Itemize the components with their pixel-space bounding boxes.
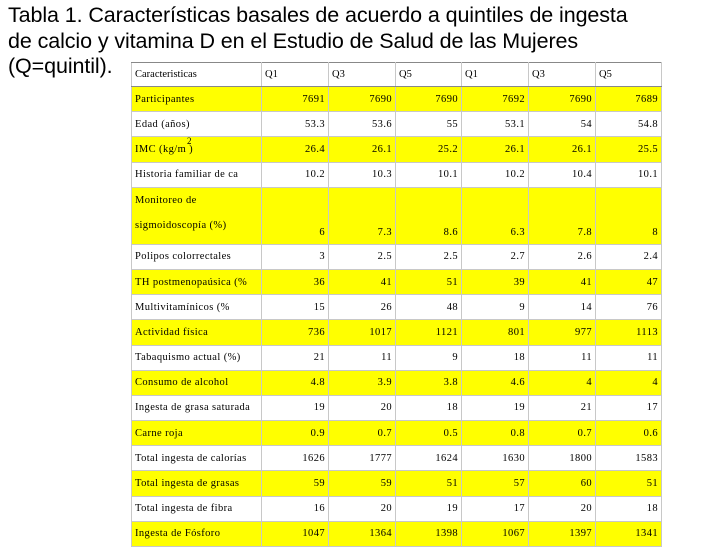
column-header: Q1 <box>262 63 329 87</box>
table-header-row <box>132 63 662 87</box>
row-label: Multivitamínicos (% <box>132 295 262 320</box>
row-label: Historia familiar de ca <box>132 162 262 187</box>
row-label: TH postmenopaúsica (% <box>132 269 262 294</box>
table-cell: 4 <box>596 370 662 395</box>
row-label: Ingesta de grasa saturada <box>132 395 262 420</box>
table-cell: 39 <box>462 269 529 294</box>
title-line-2: de calcio y vitamina D en el Estudio de Salud de las Mujeres <box>8 28 579 53</box>
table-row <box>132 162 662 187</box>
table-cell: 1113 <box>596 320 662 345</box>
table-cell: 1067 <box>462 521 529 546</box>
row-label: Total ingesta de fibra <box>132 496 262 521</box>
table-cell: 0.8 <box>462 421 529 446</box>
table-cell: 59 <box>262 471 329 496</box>
table-cell: 1624 <box>396 446 462 471</box>
column-header: Q5 <box>596 63 662 87</box>
title-line-3: (Q=quintil). <box>8 54 113 78</box>
table-cell: 51 <box>396 269 462 294</box>
table-row <box>132 295 662 320</box>
column-header: Q3 <box>529 63 596 87</box>
table-cell: 16 <box>262 496 329 521</box>
table-cell: 21 <box>262 345 329 370</box>
table-cell: 3.8 <box>396 370 462 395</box>
table-cell: 1800 <box>529 446 596 471</box>
row-label: Participantes <box>132 87 262 112</box>
table-cell: 3.9 <box>329 370 396 395</box>
table-cell: 10.3 <box>329 162 396 187</box>
table-cell: 17 <box>462 496 529 521</box>
table-cell: 54.8 <box>596 112 662 137</box>
table-cell: 1341 <box>596 521 662 546</box>
table-cell: 57 <box>462 471 529 496</box>
table-cell: 18 <box>462 345 529 370</box>
table-cell: 10.4 <box>529 162 596 187</box>
table-cell: 8 <box>596 187 662 244</box>
table-cell: 2.4 <box>596 244 662 269</box>
table-cell: 0.5 <box>396 421 462 446</box>
table-cell: 26.4 <box>262 137 329 162</box>
table-cell: 801 <box>462 320 529 345</box>
table-cell: 19 <box>262 395 329 420</box>
baseline-characteristics-table <box>131 62 662 547</box>
table-cell: 19 <box>462 395 529 420</box>
table-row <box>132 521 662 546</box>
row-label <box>132 187 262 244</box>
table-row <box>132 496 662 521</box>
table-cell: 3 <box>262 244 329 269</box>
table-cell: 59 <box>329 471 396 496</box>
column-header: Caracteristicas <box>132 63 262 87</box>
table-cell: 1121 <box>396 320 462 345</box>
table-cell: 18 <box>396 395 462 420</box>
table-cell: 10.1 <box>596 162 662 187</box>
row-label: Total ingesta de calorías <box>132 446 262 471</box>
row-label: Carne roja <box>132 421 262 446</box>
table-cell: 1398 <box>396 521 462 546</box>
table-cell: 36 <box>262 269 329 294</box>
table-cell: 1397 <box>529 521 596 546</box>
table-cell: 4 <box>529 370 596 395</box>
row-label-main: IMC (kg/m ) <box>135 143 194 155</box>
superscript: 2 <box>187 136 192 146</box>
row-label <box>132 137 262 162</box>
table-cell: 2.7 <box>462 244 529 269</box>
row-label: Actividad física <box>132 320 262 345</box>
table-row <box>132 187 662 244</box>
table-row <box>132 345 662 370</box>
row-label: Total ingesta de grasas <box>132 471 262 496</box>
table-cell: 4.8 <box>262 370 329 395</box>
table-cell: 47 <box>596 269 662 294</box>
table-cell: 6 <box>262 187 329 244</box>
row-label-line: Monitoreo de <box>135 194 197 206</box>
column-header: Q1 <box>462 63 529 87</box>
table-cell: 0.7 <box>529 421 596 446</box>
table-cell: 4.6 <box>462 370 529 395</box>
table-row <box>132 112 662 137</box>
table-cell: 7691 <box>262 87 329 112</box>
table-cell: 977 <box>529 320 596 345</box>
title-line-1: Tabla 1. Características basales de acuerdo a quintiles de ingesta <box>8 3 628 27</box>
table-cell: 76 <box>596 295 662 320</box>
row-label: Polipos colorrectales <box>132 244 262 269</box>
table-cell: 21 <box>529 395 596 420</box>
table-cell: 10.2 <box>462 162 529 187</box>
table-cell: 9 <box>396 345 462 370</box>
table-cell: 7.3 <box>329 187 396 244</box>
table-cell: 53.6 <box>329 112 396 137</box>
table-cell: 26 <box>329 295 396 320</box>
table-cell: 20 <box>329 395 396 420</box>
row-label: Ingesta de Fósforo <box>132 521 262 546</box>
table-cell: 17 <box>596 395 662 420</box>
row-label-text <box>135 136 194 155</box>
table-cell: 2.5 <box>396 244 462 269</box>
table-cell: 2.5 <box>329 244 396 269</box>
table-row <box>132 320 662 345</box>
table-cell: 18 <box>596 496 662 521</box>
table-cell: 55 <box>396 112 462 137</box>
table-cell: 8.6 <box>396 187 462 244</box>
table-cell: 14 <box>529 295 596 320</box>
table-cell: 7689 <box>596 87 662 112</box>
table-cell: 53.1 <box>462 112 529 137</box>
row-label: Edad (años) <box>132 112 262 137</box>
table-cell: 48 <box>396 295 462 320</box>
table-row <box>132 370 662 395</box>
column-header: Q3 <box>329 63 396 87</box>
table-cell: 1630 <box>462 446 529 471</box>
table-cell: 1583 <box>596 446 662 471</box>
table-row <box>132 137 662 162</box>
table-cell: 2.6 <box>529 244 596 269</box>
table-cell: 7690 <box>329 87 396 112</box>
table-cell: 9 <box>462 295 529 320</box>
table-cell: 11 <box>329 345 396 370</box>
table-cell: 10.2 <box>262 162 329 187</box>
table-row <box>132 269 662 294</box>
table-body <box>132 87 662 547</box>
table-row <box>132 87 662 112</box>
table-cell: 25.5 <box>596 137 662 162</box>
table-cell: 10.1 <box>396 162 462 187</box>
table-row <box>132 421 662 446</box>
table-cell: 0.6 <box>596 421 662 446</box>
table-cell: 1626 <box>262 446 329 471</box>
table-cell: 11 <box>529 345 596 370</box>
table-row <box>132 446 662 471</box>
table-cell: 60 <box>529 471 596 496</box>
table-cell: 6.3 <box>462 187 529 244</box>
table-row <box>132 244 662 269</box>
table-cell: 0.9 <box>262 421 329 446</box>
table-cell: 41 <box>529 269 596 294</box>
table-cell: 20 <box>329 496 396 521</box>
table-cell: 7.8 <box>529 187 596 244</box>
row-label-line: sigmoidoscopía (%) <box>135 219 227 231</box>
column-header: Q5 <box>396 63 462 87</box>
table-row <box>132 471 662 496</box>
table-cell: 20 <box>529 496 596 521</box>
table-cell: 1017 <box>329 320 396 345</box>
table-cell: 51 <box>396 471 462 496</box>
table-cell: 736 <box>262 320 329 345</box>
table-cell: 41 <box>329 269 396 294</box>
table-cell: 7690 <box>396 87 462 112</box>
row-label: Consumo de alcohol <box>132 370 262 395</box>
table-cell: 25.2 <box>396 137 462 162</box>
table-cell: 26.1 <box>529 137 596 162</box>
table-cell: 1364 <box>329 521 396 546</box>
table-cell: 7692 <box>462 87 529 112</box>
table-cell: 53.3 <box>262 112 329 137</box>
table-cell: 0.7 <box>329 421 396 446</box>
table-cell: 1777 <box>329 446 396 471</box>
table-cell: 51 <box>596 471 662 496</box>
table-cell: 15 <box>262 295 329 320</box>
table-cell: 26.1 <box>462 137 529 162</box>
table-cell: 1047 <box>262 521 329 546</box>
table-cell: 7690 <box>529 87 596 112</box>
row-label: Tabaquismo actual (%) <box>132 345 262 370</box>
table-cell: 11 <box>596 345 662 370</box>
table-row <box>132 395 662 420</box>
table-cell: 26.1 <box>329 137 396 162</box>
table-cell: 19 <box>396 496 462 521</box>
table-cell: 54 <box>529 112 596 137</box>
